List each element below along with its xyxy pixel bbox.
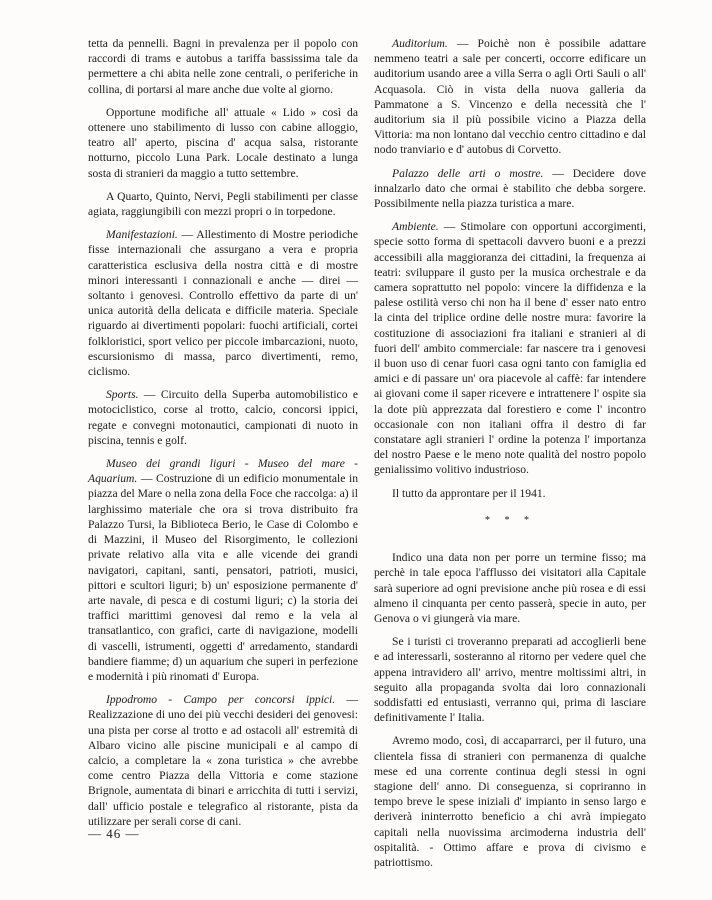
paragraph-ippodromo (88, 692, 358, 829)
paragraph-data: Indico una data non per porre un termine fisso; ma perchè in tale epoca l'afflusso dei visitatori alla Capitale sarà superiore ad ogni previsione anche più rosea e di essi almeno il cinquanta per cento passerà, specie in auto, per Genova o vi giungerà via mare. (374, 551, 646, 625)
paragraph-sports (88, 387, 358, 448)
paragraph-museo (88, 456, 358, 684)
heading-auditorium: Auditorium. (392, 37, 448, 50)
heading-manifestazioni: Manifestazioni. (106, 228, 178, 242)
left-column (88, 36, 358, 837)
paragraph-auditorium (374, 36, 646, 158)
paragraph-ambiente (374, 219, 646, 477)
heading-ippodromo: Ippodromo - Campo per concorsi ippici. (106, 693, 336, 707)
paragraph-clientela: Avremo modo, così, di accaparrarci, per il futuro, una clientela fissa di stranieri con permanenza di qualche mese ed una corrente continua degli stessi in ogni stagione dell' anno. Di conseguenza, si copriranno in tempo breve le spese iniziali d' impianto in senso largo e deriverà ininterrotto beneficio a chi avrà impiegato capitali nella nuovissima arcimoderna industria dell' ospitalità. - Ottimo affare e prova di civismo e patriottismo. (374, 734, 646, 869)
heading-museo: Museo dei grandi liguri - Museo del mare - Aquarium. (88, 457, 358, 486)
paragraph-1941: Il tutto da approntare per il 1941. (392, 486, 546, 500)
text-sports: — Circuito della Superba automobilistico e motociclistico, corse al trotto, calcio, concorsi ippici, regate e convegni motonautici, campionati di nuoto in piscina, tennis e golf. (88, 388, 358, 447)
right-column (374, 36, 646, 878)
paragraph-bagni: tetta da pennelli. Bagni in prevalenza per il popolo con raccordi di trams e autobus a tariffa bassissima tale da permettere a chi abita nelle zone centrali, o periferiche in collina, di portarsi al mare anche due volte al giorno. (88, 37, 358, 96)
text-auditorium: — Poichè non è possibile adattare nemmeno teatri a sale per concerti, occorre edificare un auditorium usando aree a villa Serra o agli Orti Sauli o all' Acquasola. Ciò in vista della nuova galleria da Pammatone a S. Vincenzo e della necessità che l' auditorium sia il più possibile vicino a Piazza della Vittoria: ma non lontano dal vecchio centro cittadino e dal nodo tranviario e d' autobus di Corvetto. (374, 37, 646, 157)
text-ambiente: — Stimolare con opportuni accorgimenti, specie sotto forma di spettacoli davvero buoni e a prezzi accessibili alla maggioranza dei cittadini, la frequenza ai teatri: sviluppare il gusto per la musica orchestrale e da camera soprattutto nel popolo: vincere la diffidenza e la palese ostilità verso chi non ha il bene d' esser nato entro la cinta del triplice ordine delle nostre mura: favorire la costituzione di associazioni fra italiani e stranieri al di fuori dell' ambito commerciale: far nascere tra i genovesi il buon uso di cenar fuori casa ogni tanto con famiglia ed amici e di passare un' ora piacevole al caffè: far intendere ai giovani come il saper ricevere e intrattenere l' ospite sia la dote più apprezzata dal forestiero e come l' incontro occasionale con non italiani offra il destro di far constatare agli stranieri l' ordine la potenza l' importanza del nostro Paese e le meno note qualità del nostro popolo genialissimo volitivo industrioso. (374, 220, 646, 477)
text-ippodromo: — Realizzazione di uno dei più vecchi desideri dei genovesi: una pista per corse al trotto e ad ostacoli all' estremità di Albaro vicino alle piscine municipali e al campo di calcio, a completare la « zona turistica » che avrebbe come centro Piazza della Vittoria e come stazione Brignole, aumentata di binari e arricchita di tutti i servizi, dall' ufficio postale e telegrafico al ristorante, pista da utilizzare per serali corse di cani. (88, 693, 358, 828)
paragraph-palazzo (374, 166, 646, 212)
heading-sports: Sports. (106, 388, 139, 402)
text-museo: — Costruzione di un edificio monumentale in piazza del Mare o nella zona della Foce che raccolga: a) il larghissimo materiale che ora si trova distribuito fra Palazzo Tursi, la Biblioteca Berio, le Case di Colombo e di Mazzini, il Museo del Risorgimento, le collezioni private relativo alla vita e alle vicende dei grandi navigatori, capitani, santi, pensatori, patrioti, musici, pittori e scultori liguri; b) un' esposizione permanente d' arte navale, di pesca e di costumi liguri; c) la storia dei traffici marittimi genovesi dal remo e la vela al transatlantico, con grafici, carte di navigazione, modelli di vascelli, istrumenti, oggetti d' arredamento, standardi bandiere fiamme; d) un aquarium che superi in perfezione e modernità i più rinomati d' Europa. (88, 472, 358, 683)
page-number: — 46 — (88, 826, 140, 841)
heading-palazzo: Palazzo delle arti o mostre. (392, 166, 544, 180)
paragraph-turisti: Se i turisti ci troveranno preparati ad accoglierli bene e ad interessarli, sosteranno al ritorno per vedere quel che appena intravidero all' arrivo, mentre moltissimi altri, in seguito alla propaganda svolta dai loro connazionali soddisfatti ed entusiasti, verranno qui, prima di lasciare definitivamente l' Italia. (374, 635, 646, 725)
heading-ambiente: Ambiente. (392, 220, 439, 234)
paragraph-stabilimenti: A Quarto, Quinto, Nervi, Pegli stabilimenti per classe agiata, raggiungibili con mezzi propri o in torpedone. (88, 189, 358, 219)
text-manifestazioni: — Allestimento di Mostre periodiche fisse internazionali che assurgano a vera e propria caratteristica esclusiva della nostra città e di mostre minori interessanti i connazionali e anche — direi — soltanto i genovesi. Controllo effettivo da parte di un' unica autorità della delicata e difficile materia. Speciale riguardo ai divertimenti popolari: fuochi artificiali, cortei folkloristici, sport velico per piccole imbarcazioni, nuoto, escursionismo di massa, parco divertimenti, remo, ciclismo. (88, 228, 358, 379)
section-separator: * * * (485, 514, 535, 526)
text-palazzo: — Decidere dove innalzarlo dato che ormai è stabilito che debba sorgere. Possibilmente nella piazza turistica a mare. (374, 166, 646, 211)
paragraph-lido: Opportune modifiche all' attuale « Lido » così da ottenere uno stabilimento di lusso con cabine alloggio, teatro all' aperto, piscina d' acqua salsa, ristorante notturno, piccolo Luna Park. Locale destinato a lunga sosta di stranieri da maggio a tutto settembre. (88, 105, 358, 180)
paragraph-manifestazioni (88, 227, 358, 379)
